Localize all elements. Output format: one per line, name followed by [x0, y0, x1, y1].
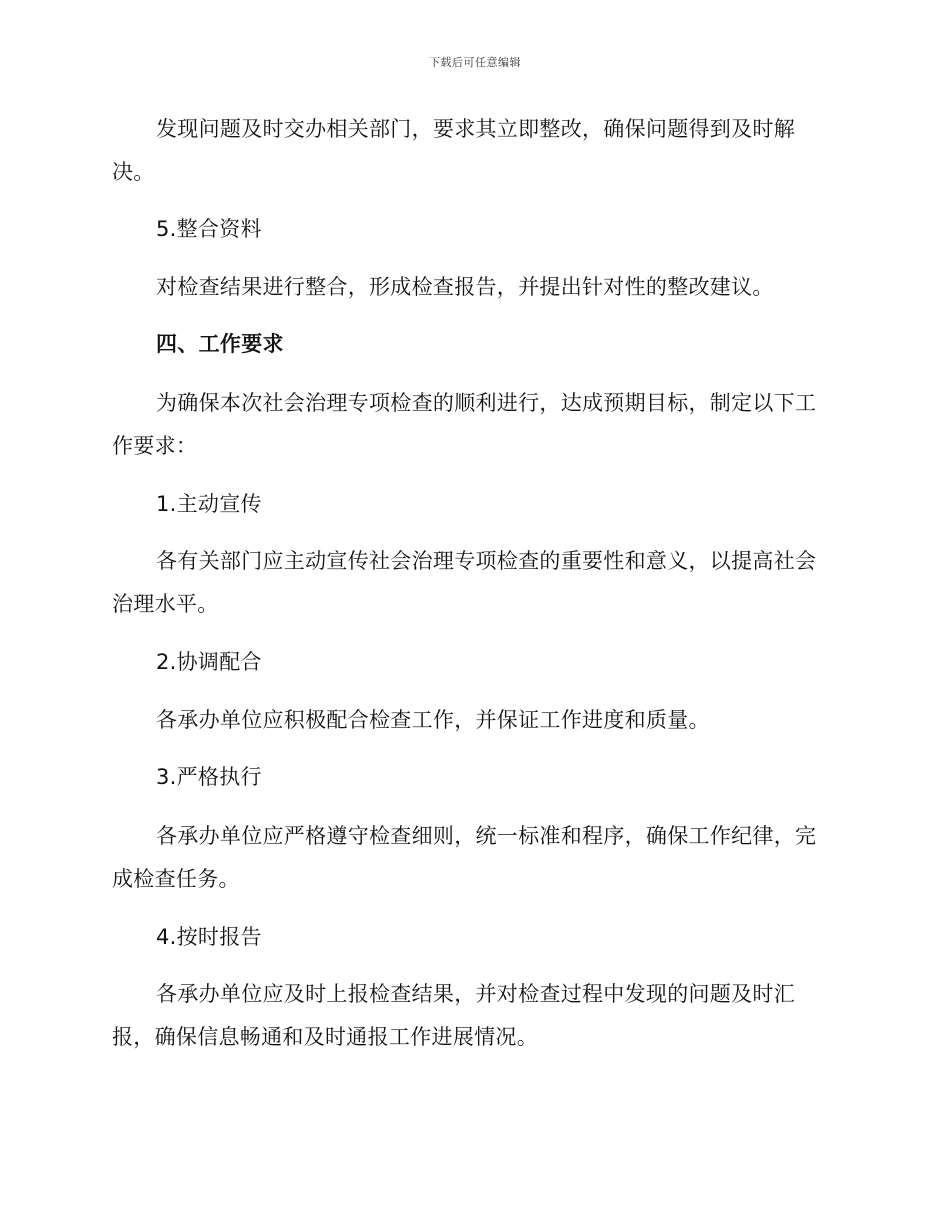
subheading-text: 2.协调配合 [156, 650, 262, 674]
paragraph-text: 各承办单位应积极配合检查工作，并保证工作进度和质量。 [156, 708, 710, 732]
paragraph-text: 对检查结果进行整合，形成检查报告，并提出针对性的整改建议。 [156, 275, 774, 299]
subheading-text: 4.按时报告 [156, 925, 262, 949]
paragraph-requirements-intro [112, 382, 836, 468]
section-heading-work-requirements [112, 323, 836, 366]
subheading-strict-execution [112, 756, 836, 799]
paragraph-coordination [112, 699, 836, 742]
header-note: 下载后可任意编辑 [429, 56, 521, 69]
subheading-active-publicity [112, 483, 836, 526]
paragraph-text: 发现问题及时交办相关部门，要求其立即整改，确保问题得到及时解决。 [112, 117, 795, 184]
paragraph-integration [112, 266, 836, 309]
paragraph-issue-handling [112, 108, 836, 194]
subheading-timely-reporting [112, 916, 836, 959]
paragraph-text: 各承办单位应及时上报检查结果，并对检查过程中发现的问题及时汇报，确保信息畅通和及时通报工作进展情况。 [112, 982, 795, 1049]
paragraph-timely-reporting [112, 973, 836, 1059]
subheading-coordination [112, 641, 836, 684]
paragraph-text: 各承办单位应严格遵守检查细则，统一标准和程序，确保工作纪律，完成检查任务。 [112, 824, 817, 891]
section-heading-text: 四、工作要求 [156, 332, 284, 356]
subheading-integrate-materials [112, 208, 836, 251]
paragraph-text: 为确保本次社会治理专项检查的顺利进行，达成预期目标，制定以下工作要求： [112, 391, 817, 458]
subheading-text: 1.主动宣传 [156, 492, 262, 516]
paragraph-text: 各有关部门应主动宣传社会治理专项检查的重要性和意义，以提高社会治理水平。 [112, 549, 817, 616]
paragraph-publicity [112, 540, 836, 626]
subheading-text: 5.整合资料 [156, 217, 262, 241]
subheading-text: 3.严格执行 [156, 765, 262, 789]
paragraph-strict-execution [112, 815, 836, 901]
